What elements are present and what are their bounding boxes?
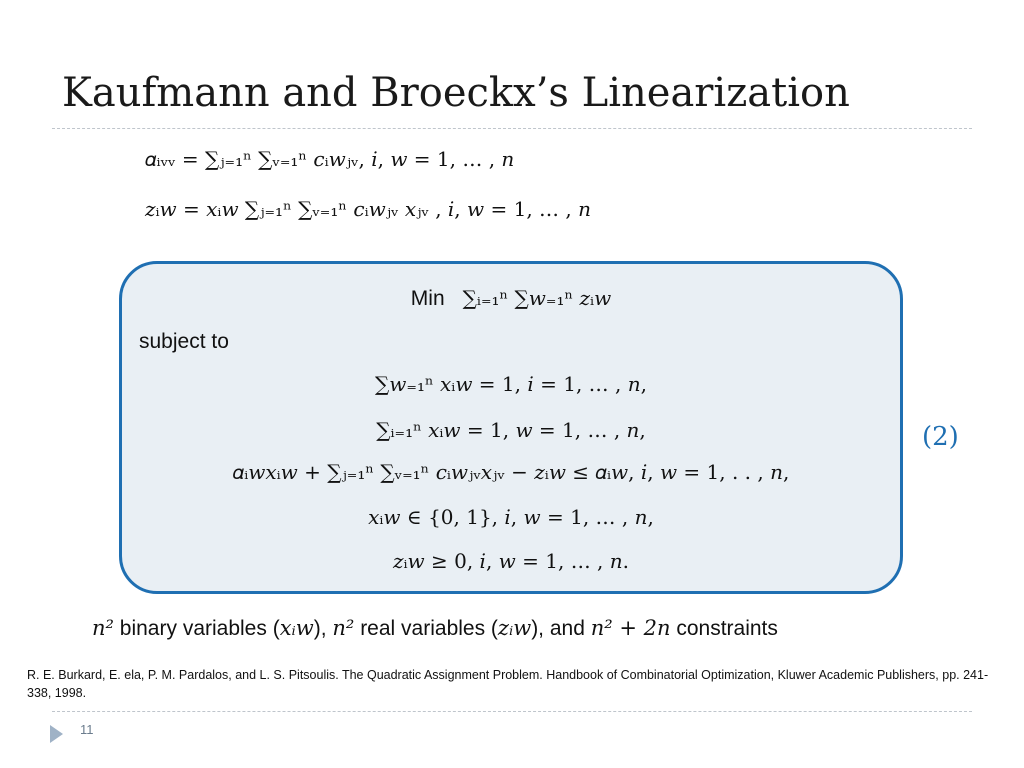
constraint-column-assignment: ∑ᵢ₌₁ⁿ 𝑥ᵢ𝑤 = 1, 𝑤 = 1, … , 𝑛,: [376, 418, 646, 442]
z-variable: 𝑧ᵢ𝑤: [497, 616, 532, 640]
constraint-linearization: 𝛼ᵢ𝑤𝑥ᵢ𝑤 + ∑ⱼ₌₁ⁿ ∑ᵥ₌₁ⁿ 𝑐ᵢ𝑤ⱼᵥ𝑥ⱼᵥ − 𝑧ᵢ𝑤 ≤ 𝛼ᵢ𝑤, 𝑖, 𝑤 = 1, . . , 𝑛,: [232, 460, 790, 484]
constraint-nonnegative: 𝑧ᵢ𝑤 ≥ 0, 𝑖, 𝑤 = 1, … , 𝑛.: [392, 549, 630, 573]
slide-title: Kaufmann and Broeckx’s Linearization: [62, 70, 850, 116]
triangle-bullet-icon: [50, 725, 63, 743]
constraint-row-assignment: ∑𝑤₌₁ⁿ 𝑥ᵢ𝑤 = 1, 𝑖 = 1, … , 𝑛,: [375, 372, 647, 396]
footer-divider: [52, 711, 972, 712]
real-count: 𝑛²: [332, 616, 355, 640]
subject-to-label: subject to: [139, 330, 229, 353]
citation: R. E. Burkard, E. ela, P. M. Pardalos, and L. S. Pitsoulis. The Quadratic Assignment Problem. Handbook of Combinatorial Optimization, Kluwer Academic Publishers, pp. 241-338, 1998.: [27, 668, 989, 700]
formulation-box: [119, 261, 903, 594]
summary-text-and: ), and: [531, 617, 591, 640]
summary-text-real: real variables (: [354, 617, 498, 640]
page-number: 11: [80, 722, 94, 737]
summary-text-comma: ),: [313, 617, 333, 640]
binary-count: 𝑛²: [92, 616, 114, 640]
objective-expression: ∑ᵢ₌₁ⁿ ∑𝑤₌₁ⁿ 𝑧ᵢ𝑤: [462, 286, 612, 310]
alpha-definition: 𝛼ᵢᵥᵥ = ∑ⱼ₌₁ⁿ ∑ᵥ₌₁ⁿ 𝑐ᵢ𝑤ⱼᵥ, 𝑖, 𝑤 = 1, … , 𝑛: [145, 147, 515, 171]
x-variable: 𝑥ᵢ𝑤: [279, 616, 314, 640]
objective-line: [122, 286, 900, 311]
constraint-binary: 𝑥ᵢ𝑤 ∈ {0, 1}, 𝑖, 𝑤 = 1, … , 𝑛,: [368, 505, 654, 529]
constraint-count: 𝑛² + 2𝑛: [590, 616, 671, 640]
min-label: Min: [410, 287, 445, 310]
z-definition: 𝑧ᵢ𝑤 = 𝑥ᵢ𝑤 ∑ⱼ₌₁ⁿ ∑ᵥ₌₁ⁿ 𝑐ᵢ𝑤ⱼᵥ 𝑥ⱼᵥ , 𝑖, 𝑤 = 1, … , 𝑛: [145, 197, 592, 221]
summary-text-constraints: constraints: [670, 617, 778, 640]
summary-text-binary: binary variables (: [113, 617, 280, 640]
model-size-summary: [92, 616, 778, 641]
title-divider: [52, 128, 972, 129]
equation-number: (2): [922, 422, 959, 452]
